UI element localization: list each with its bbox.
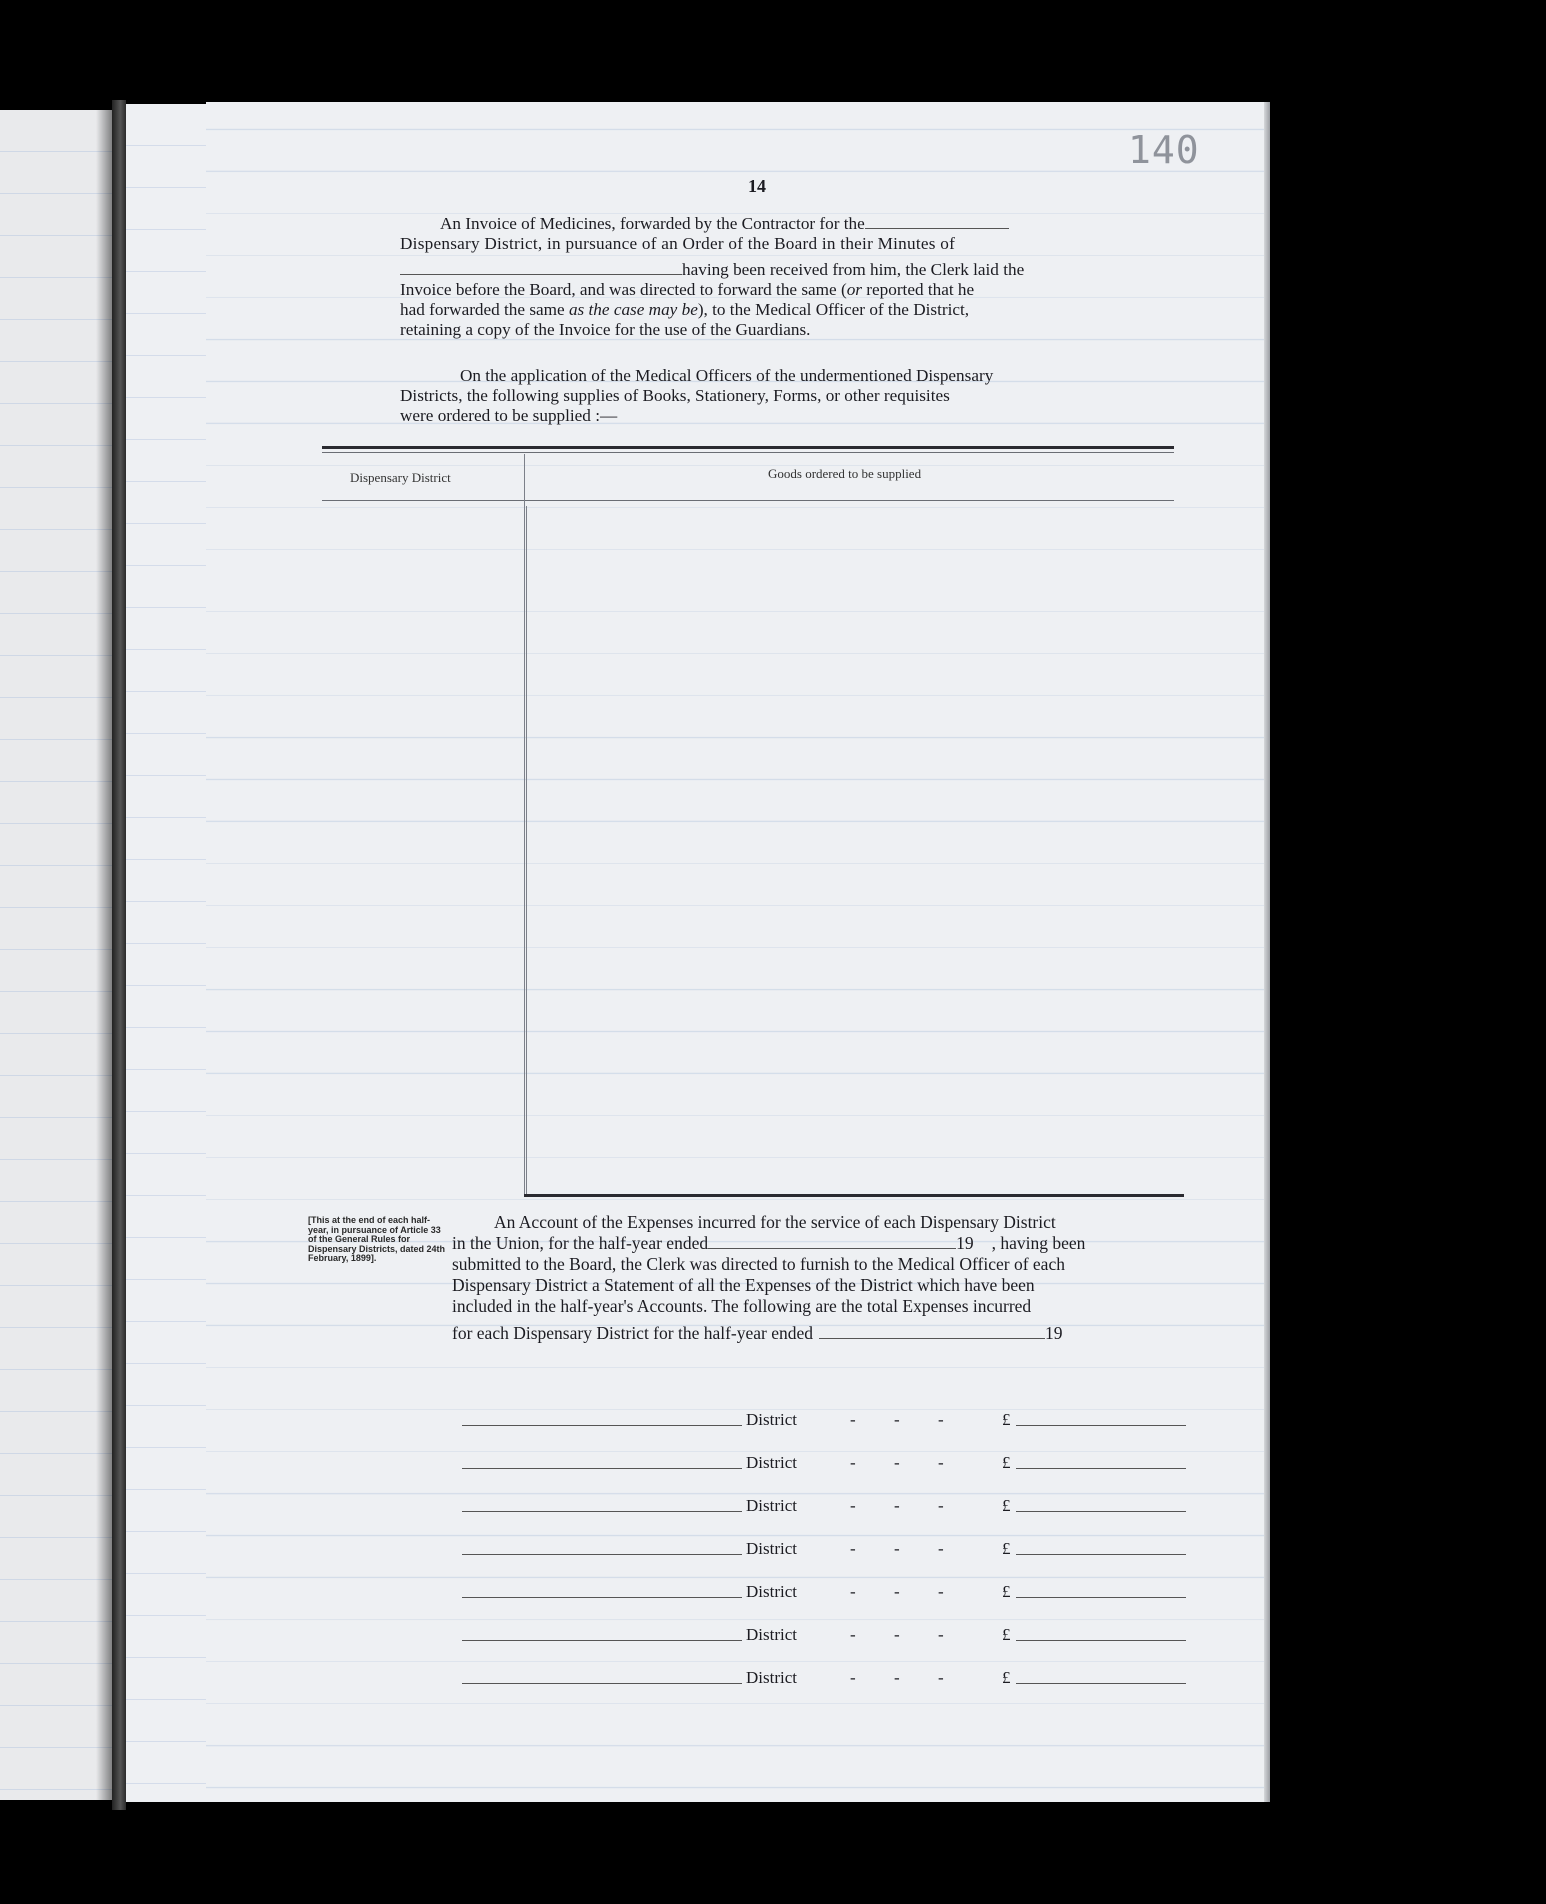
district-label: District bbox=[746, 1453, 797, 1472]
account-paragraph bbox=[452, 1212, 1184, 1344]
invoice-line-5a: had forwarded the same bbox=[400, 300, 569, 319]
invoice-line-4a: Invoice before the Board, and was directed to forward the same ( bbox=[400, 280, 847, 299]
page-number: 14 bbox=[748, 176, 766, 196]
district-label: District bbox=[746, 1625, 797, 1644]
invoice-line-4b: reported that he bbox=[862, 280, 975, 299]
amount-blank[interactable] bbox=[1016, 1554, 1186, 1555]
dash: - bbox=[894, 1410, 900, 1429]
district-label: District bbox=[746, 1410, 797, 1429]
minutes-date-blank[interactable] bbox=[400, 260, 682, 275]
half-year-ended-blank[interactable] bbox=[708, 1234, 956, 1249]
account-line-1: An Account of the Expenses incurred for the service of each Dispensary District bbox=[494, 1212, 1056, 1232]
district-name-blank[interactable] bbox=[462, 1468, 742, 1469]
dash: - bbox=[850, 1453, 856, 1472]
dash: - bbox=[894, 1625, 900, 1644]
amount-blank[interactable] bbox=[1016, 1683, 1186, 1684]
dash: - bbox=[894, 1453, 900, 1472]
invoice-line-4-italic: or bbox=[846, 280, 862, 299]
application-paragraph bbox=[400, 366, 1116, 426]
amount-blank[interactable] bbox=[1016, 1468, 1186, 1469]
dash: - bbox=[894, 1668, 900, 1687]
pound-sign: £ bbox=[1002, 1410, 1011, 1429]
district-row bbox=[462, 1443, 1192, 1473]
invoice-line-6: retaining a copy of the Invoice for the use of the Guardians. bbox=[400, 320, 811, 339]
district-row bbox=[462, 1529, 1192, 1559]
district-row bbox=[462, 1658, 1192, 1688]
pound-sign: £ bbox=[1002, 1453, 1011, 1472]
book-gutter bbox=[112, 100, 126, 1810]
folio-stamp-number: 140 bbox=[1128, 128, 1200, 172]
district-name-blank[interactable] bbox=[462, 1683, 742, 1684]
margin-sidenote: [This at the end of each half-year, in pursuance of Article 33 of the General Rules for Dispensary Districts, dated 24th February, 1899]. bbox=[308, 1215, 446, 1263]
application-line-1: On the application of the Medical Officers of the undermentioned Dispensary bbox=[460, 366, 994, 385]
district-label: District bbox=[746, 1668, 797, 1687]
account-line-3: submitted to the Board, the Clerk was directed to furnish to the Medical Officer of each bbox=[452, 1254, 1065, 1274]
dash: - bbox=[850, 1496, 856, 1515]
table-header-district: Dispensary District bbox=[350, 470, 451, 485]
amount-blank[interactable] bbox=[1016, 1640, 1186, 1641]
district-row bbox=[462, 1486, 1192, 1516]
dash: - bbox=[938, 1496, 944, 1515]
account-line-6-year: 19 bbox=[1045, 1323, 1063, 1343]
amount-blank[interactable] bbox=[1016, 1511, 1186, 1512]
table-bottom-rule bbox=[524, 1194, 1184, 1197]
pound-sign: £ bbox=[1002, 1625, 1011, 1644]
dash: - bbox=[938, 1625, 944, 1644]
invoice-line-5-italic: as the case may be bbox=[568, 300, 698, 319]
pound-sign: £ bbox=[1002, 1539, 1011, 1558]
district-name-blank[interactable] bbox=[462, 1640, 742, 1641]
dash: - bbox=[850, 1410, 856, 1429]
district-name-blank[interactable] bbox=[462, 1554, 742, 1555]
table-top-rule bbox=[322, 446, 1174, 449]
pound-sign: £ bbox=[1002, 1668, 1011, 1687]
dash: - bbox=[850, 1539, 856, 1558]
table-column-divider bbox=[524, 454, 525, 1194]
amount-blank[interactable] bbox=[1016, 1597, 1186, 1598]
invoice-line-2: Dispensary District, in pursuance of an Order of the Board in their Minutes of bbox=[400, 234, 956, 253]
table-top-rule-2 bbox=[322, 452, 1174, 453]
page-stub-strip bbox=[126, 104, 208, 1802]
account-line-4: Dispensary District a Statement of all the Expenses of the District which have been bbox=[452, 1275, 1035, 1295]
table-header-rule bbox=[322, 500, 1174, 501]
pound-sign: £ bbox=[1002, 1496, 1011, 1515]
district-name-blank[interactable] bbox=[462, 1425, 742, 1426]
dash: - bbox=[850, 1582, 856, 1601]
contractor-blank[interactable] bbox=[865, 214, 1009, 229]
dash: - bbox=[850, 1668, 856, 1687]
invoice-line-3: having been received from him, the Clerk laid the bbox=[682, 260, 1025, 279]
district-row bbox=[462, 1572, 1192, 1602]
account-line-2b: , having been bbox=[991, 1233, 1086, 1253]
application-line-3: were ordered to be supplied :— bbox=[400, 406, 618, 425]
application-line-2: Districts, the following supplies of Books, Stationery, Forms, or other requisites bbox=[400, 386, 950, 405]
district-row bbox=[462, 1615, 1192, 1645]
dash: - bbox=[850, 1625, 856, 1644]
half-year-ended-blank-2[interactable] bbox=[819, 1324, 1045, 1339]
account-line-5: included in the half-year's Accounts. The following are the total Expenses incurred bbox=[452, 1296, 1032, 1316]
dash: - bbox=[894, 1539, 900, 1558]
district-label: District bbox=[746, 1539, 797, 1558]
dash: - bbox=[938, 1582, 944, 1601]
dash: - bbox=[938, 1410, 944, 1429]
dash: - bbox=[938, 1453, 944, 1472]
pound-sign: £ bbox=[1002, 1582, 1011, 1601]
amount-blank[interactable] bbox=[1016, 1425, 1186, 1426]
table-column-divider-lower bbox=[526, 506, 527, 1194]
invoice-line-5b: ), to the Medical Officer of the District, bbox=[697, 300, 970, 319]
district-name-blank[interactable] bbox=[462, 1597, 742, 1598]
invoice-paragraph bbox=[400, 214, 1116, 340]
district-name-blank[interactable] bbox=[462, 1511, 742, 1512]
district-label: District bbox=[746, 1582, 797, 1601]
left-page-edge bbox=[0, 110, 112, 1800]
dash: - bbox=[938, 1539, 944, 1558]
invoice-line-1: An Invoice of Medicines, forwarded by the Contractor for the bbox=[440, 214, 865, 233]
dash: - bbox=[894, 1496, 900, 1515]
table-header-goods: Goods ordered to be supplied bbox=[768, 466, 922, 481]
account-line-2-year: 19 bbox=[956, 1233, 974, 1253]
dash: - bbox=[894, 1582, 900, 1601]
account-line-6: for each Dispensary District for the half-year ended bbox=[452, 1323, 814, 1343]
account-line-2a: in the Union, for the half-year ended bbox=[452, 1233, 709, 1253]
district-label: District bbox=[746, 1496, 797, 1515]
dash: - bbox=[938, 1668, 944, 1687]
district-row bbox=[462, 1400, 1192, 1430]
page-right-edge bbox=[1264, 102, 1270, 1802]
